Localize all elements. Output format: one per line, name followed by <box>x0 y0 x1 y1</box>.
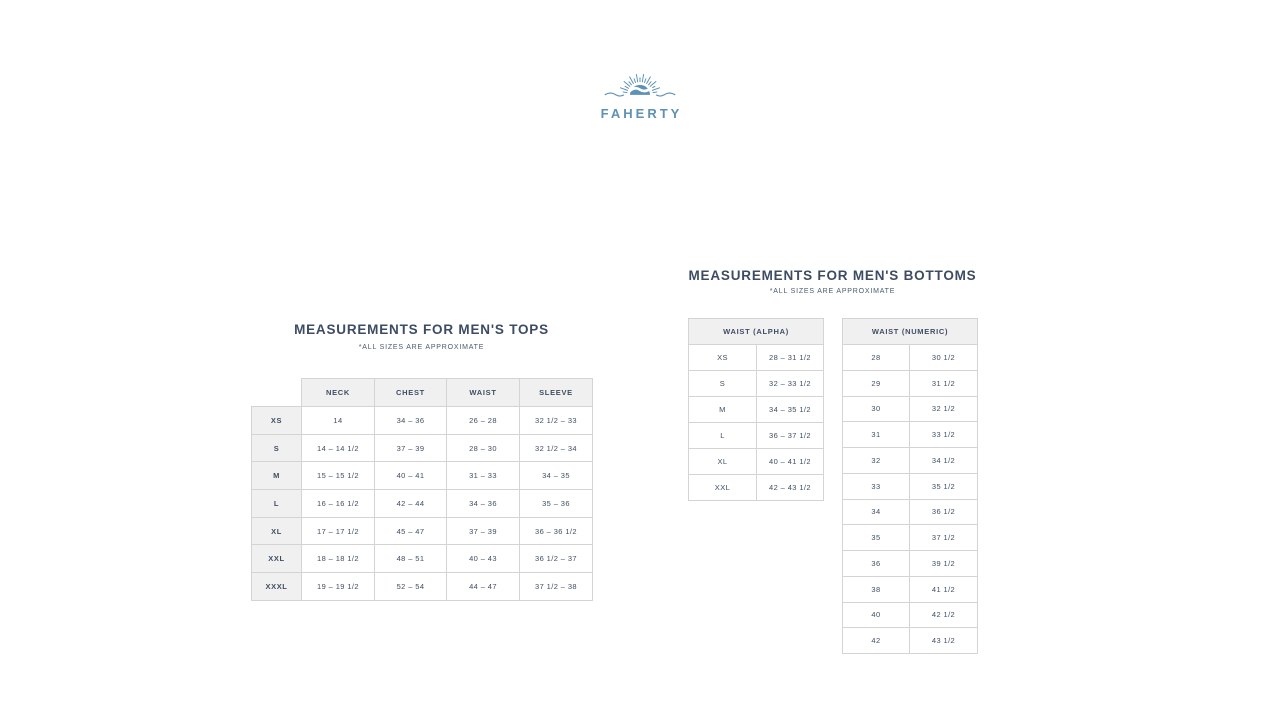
table-row <box>843 396 978 422</box>
row-label: M <box>689 397 757 423</box>
row-label: XXL <box>252 545 302 573</box>
measurement-value: 19 – 19 1/2 <box>302 573 375 601</box>
waist-numeric-header: WAIST (NUMERIC) <box>843 319 978 345</box>
row-label: XS <box>689 345 757 371</box>
left-wave <box>605 93 624 96</box>
table-row <box>843 370 978 396</box>
row-label: XXXL <box>252 573 302 601</box>
measurement-value: 35 1/2 <box>910 473 978 499</box>
waist-alpha-table <box>688 318 824 501</box>
brand-name: FAHERTY <box>600 106 683 121</box>
row-label: 42 <box>843 628 910 654</box>
row-label: 29 <box>843 370 910 396</box>
measurement-value: 44 – 47 <box>447 573 520 601</box>
measurement-value: 39 1/2 <box>910 551 978 577</box>
table-row <box>843 499 978 525</box>
measurement-value: 18 – 18 1/2 <box>302 545 375 573</box>
measurement-value: 34 – 36 <box>375 407 447 435</box>
corner-cell <box>252 379 302 407</box>
measurement-value: 36 1/2 – 37 <box>520 545 593 573</box>
table-row <box>843 602 978 628</box>
row-label: 34 <box>843 499 910 525</box>
table-row <box>252 490 593 518</box>
table-row <box>689 397 824 423</box>
tops-section-subtitle: *ALL SIZES ARE APPROXIMATE <box>358 344 485 351</box>
measurement-value: 16 – 16 1/2 <box>302 490 375 518</box>
row-label: 36 <box>843 551 910 577</box>
brand-logo <box>0 70 1280 121</box>
measurement-value: 40 – 41 1/2 <box>757 449 824 475</box>
measurement-value: 37 – 39 <box>447 517 520 545</box>
measurement-value: 48 – 51 <box>375 545 447 573</box>
measurement-value: 32 1/2 – 34 <box>520 434 593 462</box>
row-label: XS <box>252 407 302 435</box>
column-header-sleeve: SLEEVE <box>520 379 593 407</box>
measurement-value: 41 1/2 <box>910 576 978 602</box>
measurement-value: 14 <box>302 407 375 435</box>
table-row <box>252 462 593 490</box>
measurement-value: 31 – 33 <box>447 462 520 490</box>
measurement-value: 37 – 39 <box>375 434 447 462</box>
waist-numeric-table <box>842 318 978 654</box>
table-row <box>689 423 824 449</box>
table-row <box>252 434 593 462</box>
measurement-value: 15 – 15 1/2 <box>302 462 375 490</box>
row-label: 31 <box>843 422 910 448</box>
row-label: 33 <box>843 473 910 499</box>
measurement-value: 36 – 37 1/2 <box>757 423 824 449</box>
measurement-value: 14 – 14 1/2 <box>302 434 375 462</box>
row-label: 30 <box>843 396 910 422</box>
measurement-value: 35 – 36 <box>520 490 593 518</box>
row-label: S <box>689 371 757 397</box>
table-row <box>843 473 978 499</box>
table-row <box>252 545 593 573</box>
table-row <box>843 422 978 448</box>
table-row <box>252 573 593 601</box>
row-label: S <box>252 434 302 462</box>
row-label: 32 <box>843 448 910 474</box>
bottoms-section-subtitle: *ALL SIZES ARE APPROXIMATE <box>769 288 896 295</box>
tops-section-title: MEASUREMENTS FOR MEN'S TOPS <box>294 322 549 337</box>
table-header-row <box>843 319 978 345</box>
table-row <box>843 448 978 474</box>
row-label: XL <box>689 449 757 475</box>
measurement-value: 37 1/2 <box>910 525 978 551</box>
table-row <box>843 345 978 371</box>
table-row <box>252 517 593 545</box>
measurement-value: 28 – 30 <box>447 434 520 462</box>
measurement-value: 34 – 35 1/2 <box>757 397 824 423</box>
measurement-value: 34 – 36 <box>447 490 520 518</box>
table-row <box>843 551 978 577</box>
table-row <box>843 628 978 654</box>
measurement-value: 40 – 41 <box>375 462 447 490</box>
row-label: 40 <box>843 602 910 628</box>
measurement-value: 45 – 47 <box>375 517 447 545</box>
sun-wave-logo-icon <box>592 70 688 99</box>
column-header-waist: WAIST <box>447 379 520 407</box>
right-wave <box>656 93 675 96</box>
measurement-value: 42 1/2 <box>910 602 978 628</box>
column-header-chest: CHEST <box>375 379 447 407</box>
row-label: XL <box>252 517 302 545</box>
measurement-value: 52 – 54 <box>375 573 447 601</box>
measurement-value: 36 1/2 <box>910 499 978 525</box>
row-label: M <box>252 462 302 490</box>
measurement-value: 32 – 33 1/2 <box>757 371 824 397</box>
row-label: 38 <box>843 576 910 602</box>
measurement-value: 32 1/2 <box>910 396 978 422</box>
table-row <box>252 407 593 435</box>
table-row <box>843 525 978 551</box>
measurement-value: 17 – 17 1/2 <box>302 517 375 545</box>
table-header-row <box>252 379 593 407</box>
measurement-value: 28 – 31 1/2 <box>757 345 824 371</box>
measurement-value: 26 – 28 <box>447 407 520 435</box>
measurement-value: 42 – 44 <box>375 490 447 518</box>
measurement-value: 31 1/2 <box>910 370 978 396</box>
table-row <box>689 475 824 501</box>
bottoms-section-title: MEASUREMENTS FOR MEN'S BOTTOMS <box>688 268 977 283</box>
measurement-value: 33 1/2 <box>910 422 978 448</box>
row-label: XXL <box>689 475 757 501</box>
mens-tops-size-table <box>251 378 593 601</box>
row-label: 35 <box>843 525 910 551</box>
measurement-value: 34 1/2 <box>910 448 978 474</box>
measurement-value: 37 1/2 – 38 <box>520 573 593 601</box>
row-label: L <box>252 490 302 518</box>
table-row <box>689 345 824 371</box>
measurement-value: 30 1/2 <box>910 345 978 371</box>
measurement-value: 36 – 36 1/2 <box>520 517 593 545</box>
table-row <box>843 576 978 602</box>
waist-alpha-header: WAIST (ALPHA) <box>689 319 824 345</box>
table-row <box>689 371 824 397</box>
measurement-value: 32 1/2 – 33 <box>520 407 593 435</box>
column-header-neck: NECK <box>302 379 375 407</box>
row-label: L <box>689 423 757 449</box>
measurement-value: 40 – 43 <box>447 545 520 573</box>
row-label: 28 <box>843 345 910 371</box>
measurement-value: 42 – 43 1/2 <box>757 475 824 501</box>
measurement-value: 34 – 35 <box>520 462 593 490</box>
measurement-value: 43 1/2 <box>910 628 978 654</box>
table-row <box>689 449 824 475</box>
table-header-row <box>689 319 824 345</box>
